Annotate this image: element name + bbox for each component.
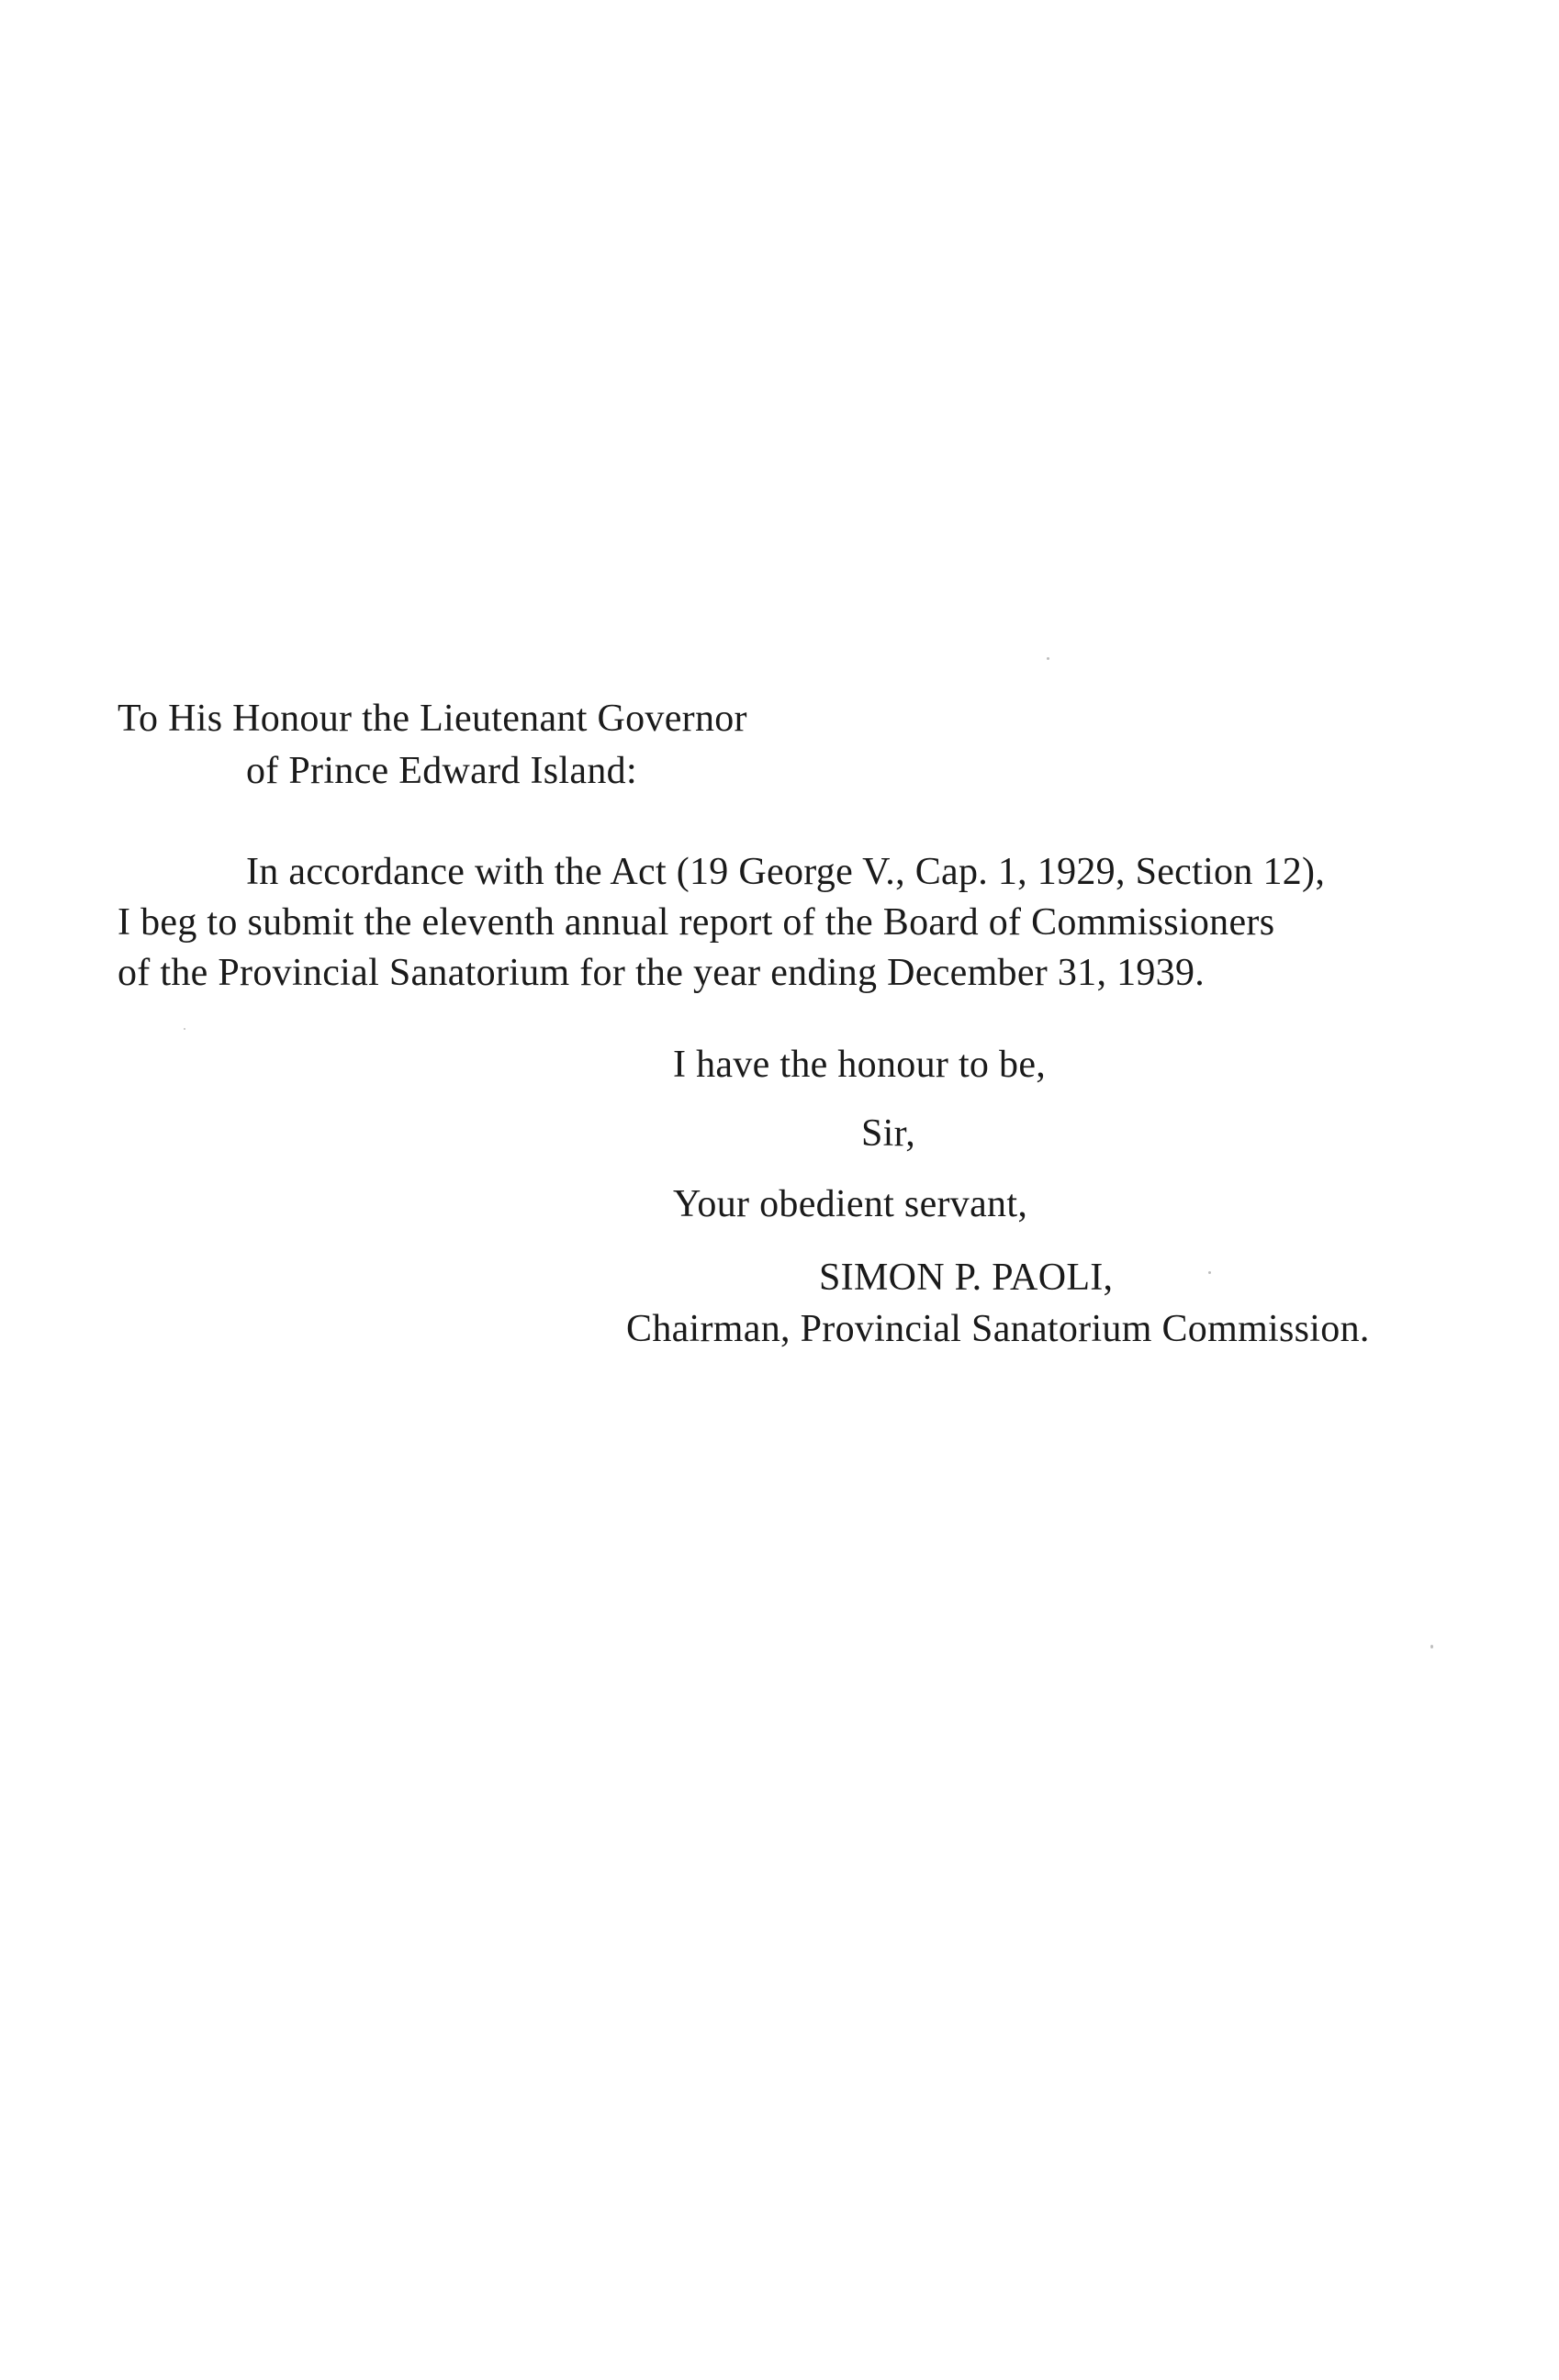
closing-line-servant: Your obedient servant,: [673, 1183, 1028, 1225]
scan-speck: [1430, 1645, 1433, 1648]
closing-line-sir: Sir,: [861, 1112, 916, 1155]
address-line-province: of Prince Edward Island:: [246, 750, 637, 792]
body-line-2: I beg to submit the eleventh annual report of the Board of Commissioners: [118, 901, 1275, 944]
body-line-1: In accordance with the Act (19 George V., Cap. 1, 1929, Section 12),: [246, 851, 1326, 893]
closing-line-honour: I have the honour to be,: [673, 1044, 1047, 1086]
scan-speck: [1208, 1271, 1211, 1274]
scan-speck: [184, 1028, 185, 1030]
scan-speck: [1047, 657, 1049, 660]
signature-title: Chairman, Provincial Sanatorium Commission.: [626, 1308, 1370, 1350]
body-line-3: of the Provincial Sanatorium for the year ending December 31, 1939.: [118, 952, 1206, 994]
address-line-recipient: To His Honour the Lieutenant Governor: [118, 698, 747, 740]
signature-name: SIMON P. PAOLI,: [819, 1257, 1114, 1299]
